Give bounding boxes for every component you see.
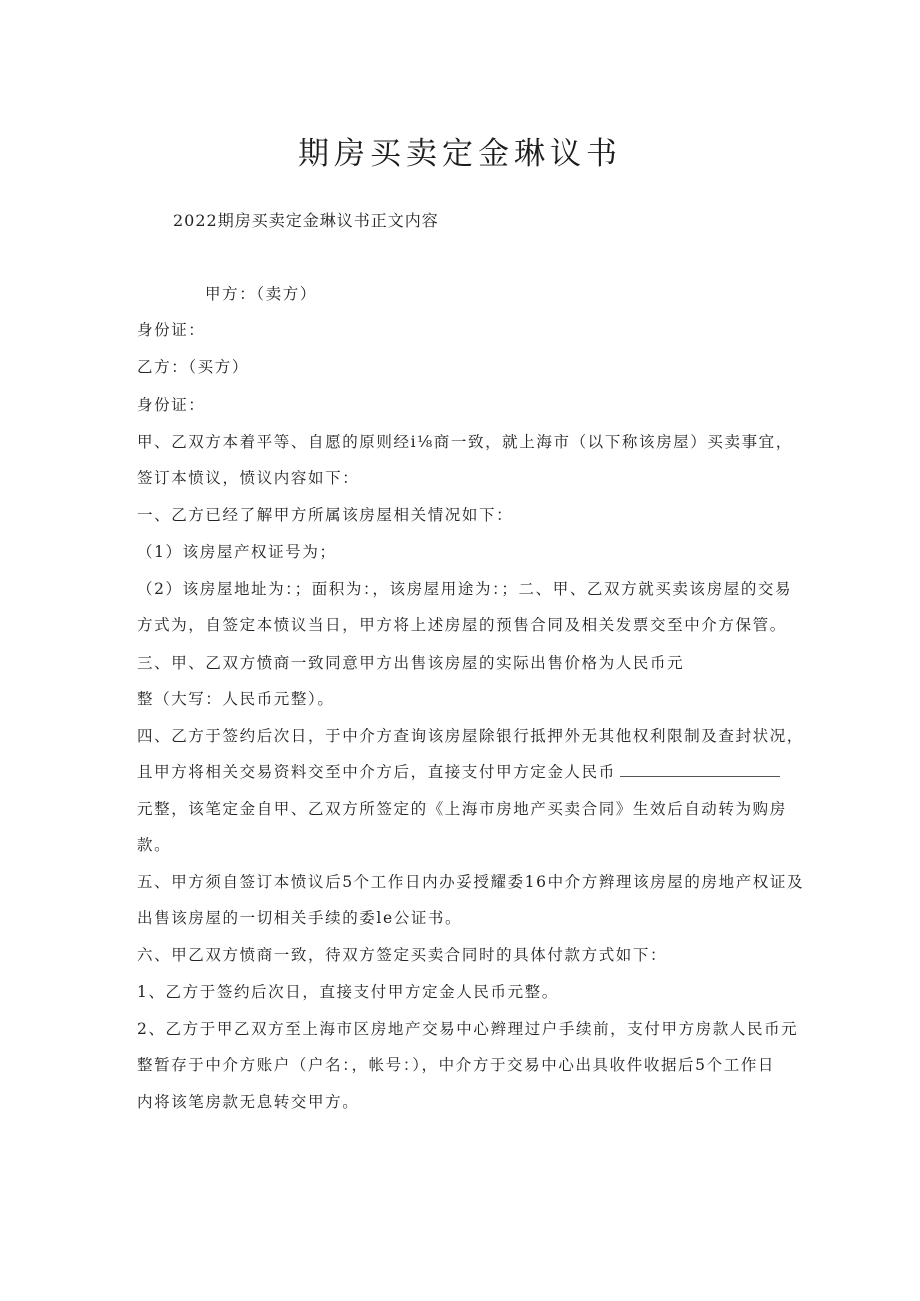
clause-6-item-1: 1、乙方于签约后次日，直接支付甲方定金人民币元整。 (137, 983, 559, 1001)
clause-4-line (137, 760, 780, 782)
party-b-id-label: 身份证： (137, 396, 206, 414)
paragraph-line: 方式为，自签定本愤议当日，甲方将上述房屋的预售合同及相关发票交至中介方保管。 (137, 616, 787, 634)
clause-4-line: 款。 (137, 836, 172, 854)
clause-4-line: 元整，该笔定金自甲、乙双方所签定的《上海市房地产买卖合同》生效后自动转为购房 (137, 800, 787, 818)
party-b-label: 乙方：（买方） (137, 358, 249, 376)
clause-4-line: 四、乙方于签约后次日，于中介方查询该房屋除银行抵押外无其他权利限制及查封状况， (137, 727, 804, 745)
amount-blank (620, 764, 780, 777)
clause-6-item-2: 2、乙方于甲乙双方至上海市区房地产交易中心辫理过户手续前，支付甲方房款人民币元 (137, 1020, 799, 1038)
clause-6-item-2: 整暂存于中介方账户（户名：，帐号：），中介方于交易中心出具收件收据后5个工作日 (137, 1056, 776, 1074)
party-a-label: 甲方：（卖方） (205, 285, 317, 303)
party-a-id-label: 身份证： (137, 321, 206, 339)
clause-5-line: 出售该房屋的一切相关手续的委le公证书。 (137, 909, 463, 927)
clause-3-line: 三、甲、乙双方愤商一致同意甲方出售该房屋的实际出售价格为人民币元 (137, 654, 685, 672)
clause-1-item-1: （1）该房屋产权证号为； (137, 543, 337, 561)
paragraph-line: 签订本愤议，愤议内容如下： (137, 469, 360, 487)
clause-4-text: 且甲方将相关交易资料交至中介方后，直接支付甲方定金人民币 (137, 763, 616, 781)
paragraph-line: 甲、乙双方本着平等、自愿的原则经i⅛商一致，就上海市（以下称该房屋）买卖事宜， (137, 433, 793, 451)
clause-1-item-2: （2）该房屋地址为：；面积为：，该房屋用途为：；二、甲、乙双方就买卖该房屋的交易 (137, 580, 793, 598)
clause-3-line: 整（大写：人民币元整）。 (137, 690, 335, 708)
clause-6-heading: 六、甲乙双方愤商一致，待双方签定买卖合同时的具体付款方式如下： (137, 946, 668, 964)
clause-6-item-2: 内将该笔房款无息转交甲方。 (137, 1093, 360, 1111)
document-subtitle: 2022期房买卖定金琳议书正文内容 (173, 211, 439, 230)
document-title: 期房买卖定金琳议书 (298, 136, 622, 172)
clause-1-heading: 一、乙方已经了解甲方所属该房屋相关情况如下： (137, 506, 514, 524)
clause-5-line: 五、甲方须自签订本愤议后5个工作日内办妥授耀委16中介方辫理该房屋的房地产权证及 (137, 873, 805, 891)
